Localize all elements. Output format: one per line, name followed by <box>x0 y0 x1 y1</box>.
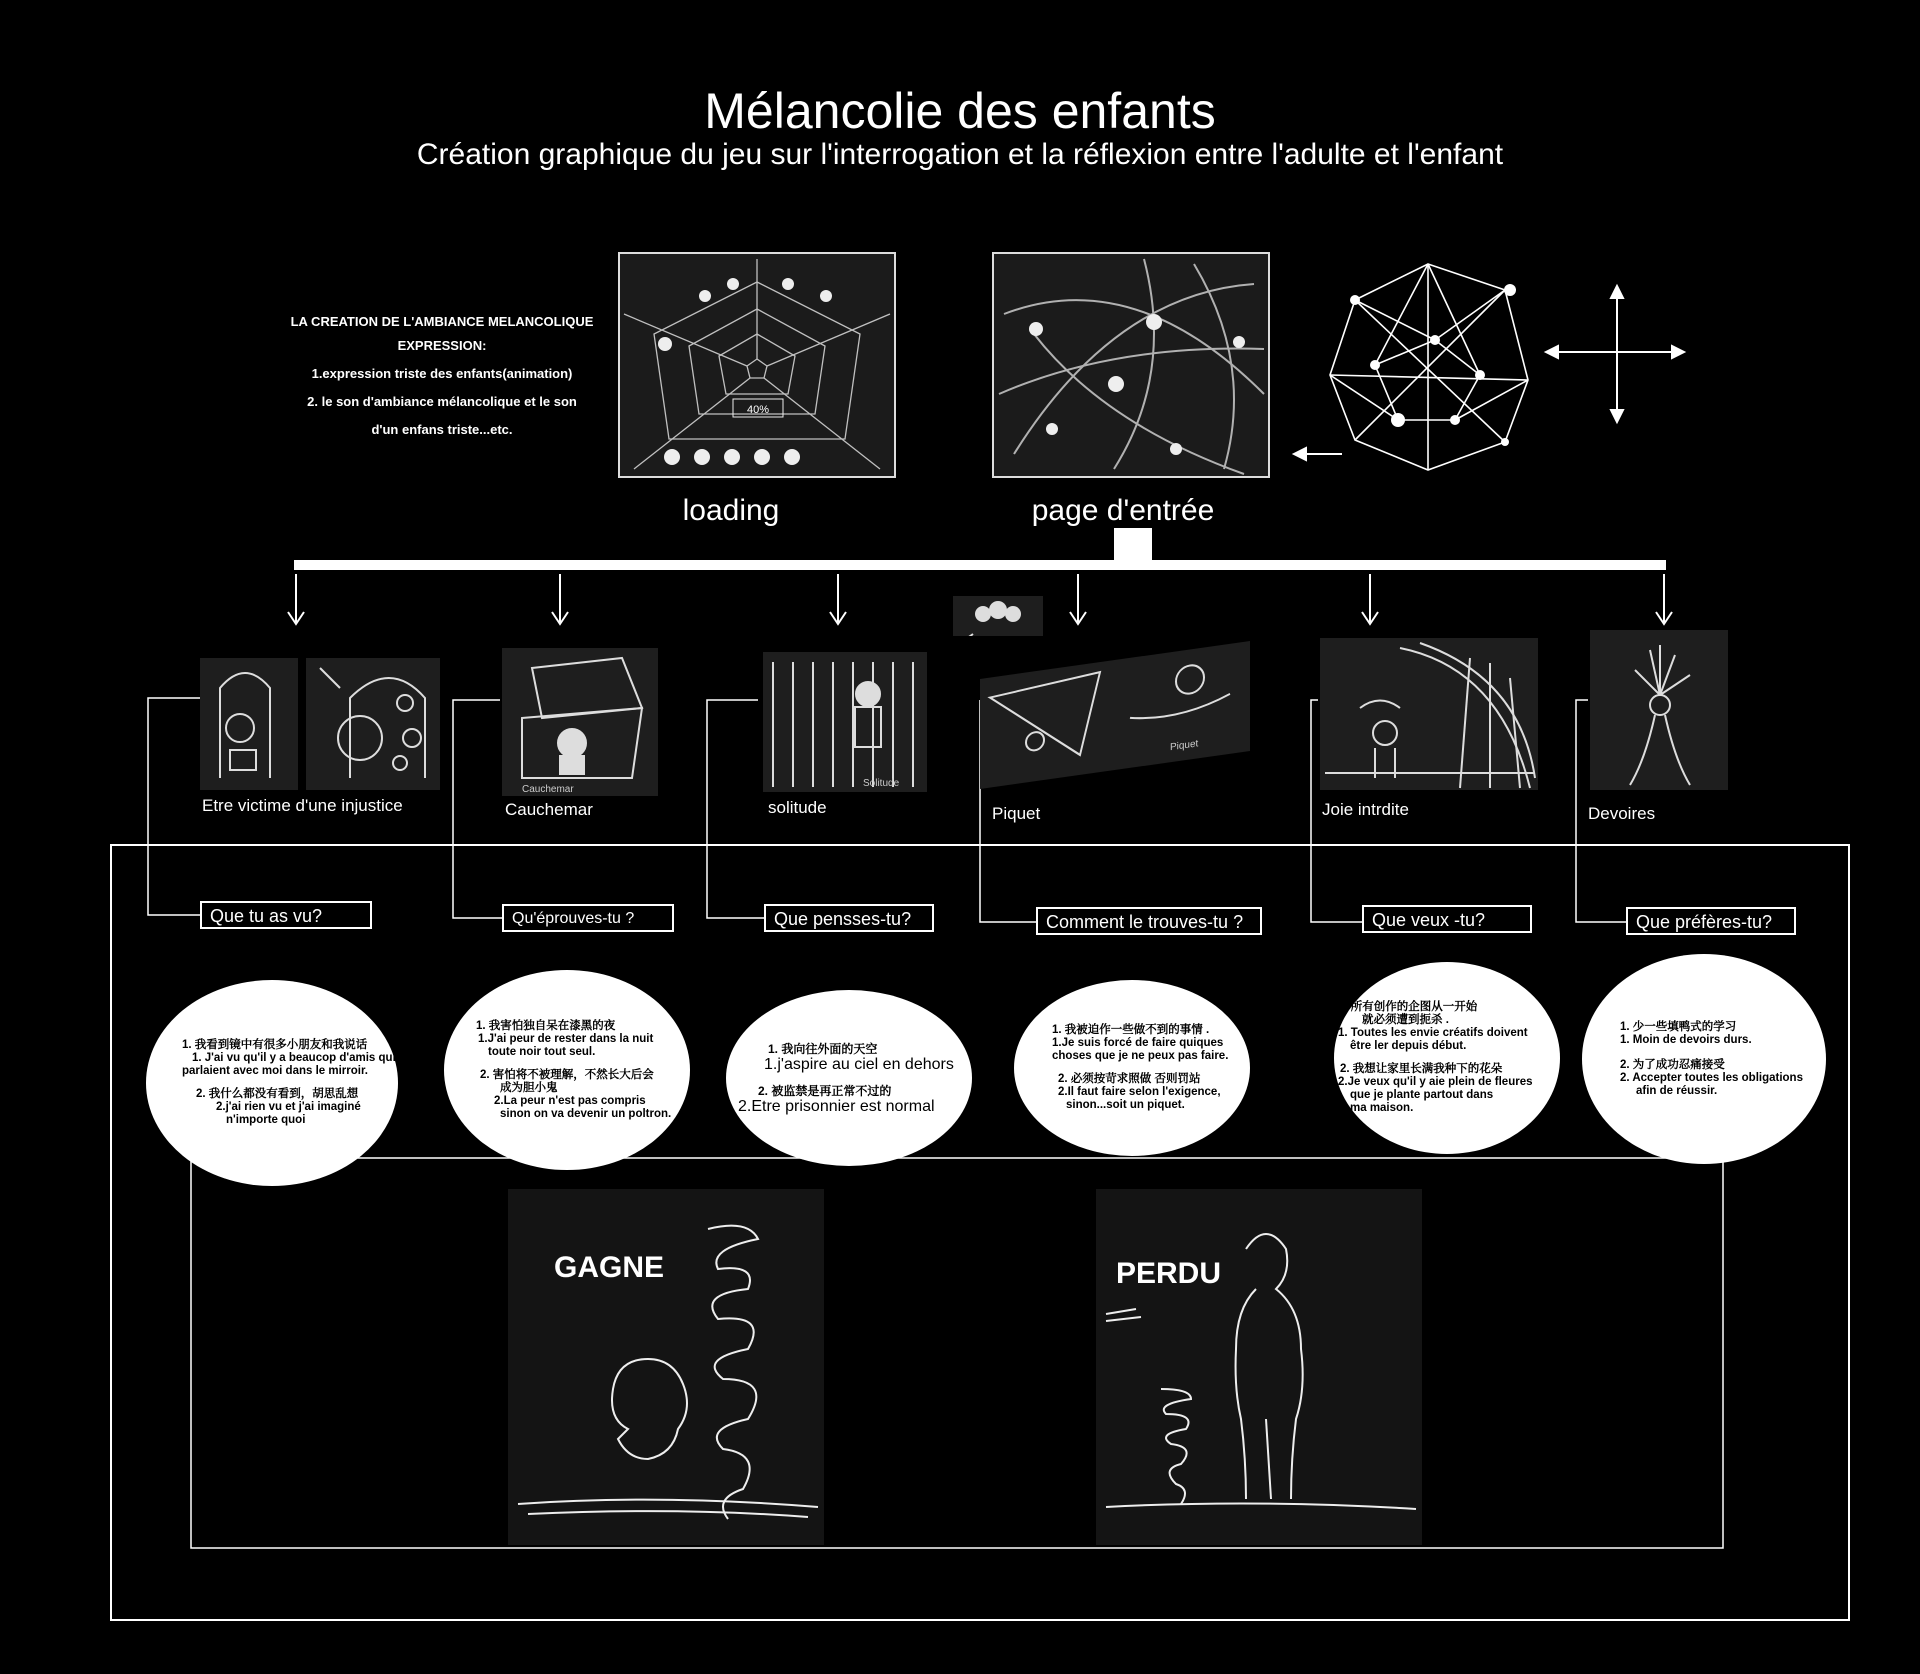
bubble-line: 1. 我害怕独自呆在漆黑的夜 <box>476 1019 616 1032</box>
injustice-sketch <box>200 658 440 790</box>
page-title: Mélancolie des enfants <box>704 83 1216 139</box>
entry-label: page d'entrée <box>1031 494 1215 527</box>
devoires-sketch <box>1590 630 1728 790</box>
bubble-line: 2. 害怕将不被理解，不然长大后会 <box>480 1068 654 1081</box>
bubble-line: 2. 我想让家里长满我种下的花朵 <box>1340 1063 1503 1075</box>
category-label: Etre victime d'une injustice <box>202 796 403 815</box>
bubble-line: 就必须遭到扼杀 . <box>1362 1014 1449 1026</box>
win-label: GAGNE <box>554 1251 665 1284</box>
distribution-bar <box>294 560 1666 570</box>
solitude-sketch <box>763 652 927 792</box>
bubble-line: n'importe quoi <box>226 1114 306 1126</box>
answer-bubble <box>444 970 690 1170</box>
lose-image <box>1096 1189 1422 1545</box>
joie-sketch <box>1320 638 1538 790</box>
intro-line: EXPRESSION: <box>397 338 487 353</box>
bubble-line: 2. 为了成功忍痛接受 <box>1620 1058 1725 1071</box>
category-label: solitude <box>768 798 827 817</box>
question-box: Que tu as vu? <box>200 901 372 929</box>
category-label: Cauchemar <box>505 800 593 819</box>
bubble-line: 2. 被监禁是再正常不过的 <box>758 1084 892 1098</box>
bubble-line: afin de réussir. <box>1636 1084 1718 1097</box>
question-box: Comment le trouves-tu ? <box>1036 907 1262 935</box>
sketch-caption: Cauchemar <box>522 784 574 795</box>
lose-label: PERDU <box>1116 1257 1222 1290</box>
bubble-line: 2. 必须按苛求照做 否则罚站 <box>1058 1073 1201 1085</box>
bubble-line: 2. Accepter toutes les obligations <box>1620 1071 1803 1084</box>
bubble-line: 1. 我看到镜中有很多小朋友和我说话 <box>182 1039 368 1051</box>
cloud-sketch <box>953 596 1043 636</box>
polyhedron-diagram <box>1330 264 1528 470</box>
answer-bubble <box>726 990 972 1166</box>
bubble-line: 1. Moin de devoirs durs. <box>1620 1033 1752 1046</box>
page-subtitle: Création graphique du jeu sur l'interrogation et la réflexion entre l'adulte et l'enfant <box>416 138 1504 171</box>
question-box: Que veux -tu? <box>1362 905 1532 933</box>
win-image <box>508 1189 824 1545</box>
bubble-line: 1.J'ai peur de rester dans la nuit <box>478 1032 654 1045</box>
category-label: Piquet <box>992 804 1041 823</box>
thought-bubble-image <box>953 596 1043 636</box>
bubble-line: 1. J'ai vu qu'il y a beaucop d'amis qui <box>192 1052 396 1064</box>
answer-bubble <box>146 980 398 1186</box>
bubble-line: 成为胆小鬼 <box>500 1081 558 1094</box>
bubble-line: 2.Je veux qu'il y aie plein de fleures <box>1338 1076 1533 1088</box>
bubble-line: 2.Il faut faire selon l'exigence, <box>1058 1086 1221 1098</box>
loading-percent: 40% <box>746 404 770 416</box>
stem-block <box>1114 528 1152 560</box>
question-box: Qu'éprouves-tu ? <box>502 904 674 932</box>
category-image-joie <box>1320 638 1538 790</box>
bubble-line: sinon...soit un piquet. <box>1066 1099 1185 1111</box>
intro-line: d'un enfans triste...etc. <box>371 422 513 437</box>
bubble-line: 1. 所有创作的企图从一开始 <box>1338 1001 1478 1013</box>
category-label: Joie intrdite <box>1322 800 1409 819</box>
intro-line: 2. le son d'ambiance mélancolique et le son <box>307 394 577 409</box>
bubble-line: choses que je ne peux pas faire. <box>1052 1050 1229 1062</box>
bubble-line: toute noir tout seul. <box>488 1045 596 1058</box>
answer-bubble <box>1014 980 1250 1156</box>
sketch-caption: Solitude <box>863 778 900 789</box>
question-box: Que préfères-tu? <box>1626 907 1796 935</box>
category-image-devoires <box>1590 630 1728 790</box>
polyhedron-nodes <box>1350 284 1516 446</box>
bubble-line: parlaient avec moi dans le mirroir. <box>182 1065 368 1077</box>
bubble-line: ma maison. <box>1350 1102 1414 1114</box>
bubble-line: 1.Je suis forcé de faire quiques <box>1052 1037 1224 1049</box>
bubble-line: que je plante partout dans <box>1350 1089 1494 1101</box>
category-image-solitude <box>763 652 927 792</box>
answer-bubble <box>1582 954 1826 1164</box>
sketch-caption: Piquet <box>1170 738 1199 754</box>
outer-frame <box>111 845 1849 1620</box>
cauchemar-sketch <box>502 648 658 796</box>
bubble-line: 1.j'aspire au ciel en dehors <box>764 1056 954 1073</box>
win-sketch <box>508 1189 824 1545</box>
intro-line: LA CREATION DE L'AMBIANCE MELANCOLIQUE <box>290 314 594 329</box>
bubble-line: 1. 我被迫作一些做不到的事情 . <box>1052 1024 1210 1036</box>
bubble-line: 2.j'ai rien vu et j'ai imaginé <box>216 1101 361 1113</box>
bubble-line: 1. 我向往外面的天空 <box>768 1042 878 1056</box>
bubble-line: être ler depuis début. <box>1350 1040 1467 1052</box>
loading-label: loading <box>682 494 780 527</box>
bubble-line: 1. 少一些填鸭式的学习 <box>1620 1020 1737 1033</box>
bubble-line: 2.La peur n'est pas compris <box>494 1094 646 1107</box>
category-image-injustice <box>200 658 440 790</box>
category-label: Devoires <box>1588 804 1656 823</box>
bubble-line: sinon on va devenir un poltron. <box>500 1107 672 1120</box>
category-image-cauchemar <box>502 648 658 796</box>
intro-line: 1.expression triste des enfants(animation) <box>311 366 573 381</box>
answer-bubble <box>1334 962 1560 1154</box>
bubble-line: 2.Etre prisonnier est normal <box>738 1098 935 1115</box>
question-box: Que pensses-tu? <box>764 904 934 932</box>
lose-sketch <box>1096 1189 1422 1545</box>
inner-frame <box>191 1158 1723 1548</box>
bubble-line: 2. 我什么都没有看到，胡思乱想 <box>196 1088 359 1100</box>
bubble-line: 1. Toutes les envie créatifs doivent <box>1338 1027 1528 1039</box>
